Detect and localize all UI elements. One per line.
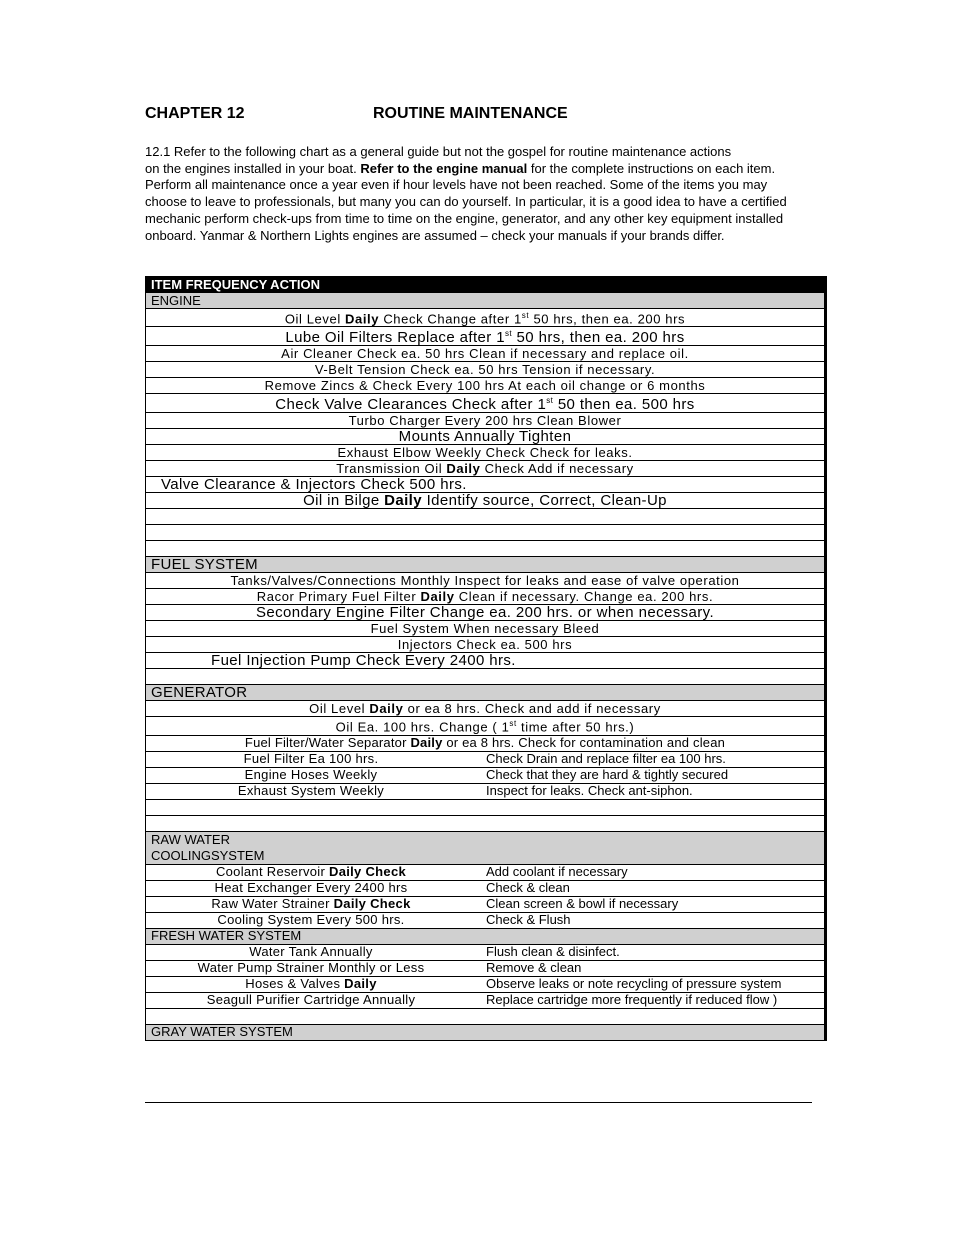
table-header: ITEM FREQUENCY ACTION — [146, 277, 826, 293]
engine-row-5: Remove Zincs & Check Every 100 hrs At each oil change or 6 months — [146, 378, 826, 394]
engine-row-6: Check Valve Clearances Check after 1st 50 then ea. 500 hrs — [146, 394, 826, 413]
fuel-row-5: Injectors Check ea. 500 hrs — [146, 637, 826, 653]
fuel-row-1: Tanks/Valves/Connections Monthly Inspect for leaks and ease of valve operation — [146, 573, 826, 589]
blank-row — [146, 541, 826, 557]
generator-row-5: Engine Hoses Weekly Check that they are hard & tightly secured — [146, 767, 826, 783]
maintenance-table — [145, 276, 827, 1041]
generator-row-4: Fuel Filter Ea 100 hrs. Check Drain and replace filter ea 100 hrs. — [146, 751, 826, 767]
blank-row — [146, 1008, 826, 1024]
engine-row-2: Lube Oil Filters Replace after 1st 50 hrs, then ea. 200 hrs — [146, 327, 826, 346]
generator-row-6: Exhaust System Weekly Inspect for leaks. Check ant-siphon. — [146, 783, 826, 799]
raw-row-2: Heat Exchanger Every 2400 hrs Check & clean — [146, 880, 826, 896]
fresh-row-3: Hoses & Valves Daily Observe leaks or note recycling of pressure system — [146, 976, 826, 992]
fresh-row-2: Water Pump Strainer Monthly or Less Remove & clean — [146, 960, 826, 976]
generator-row-3: Fuel Filter/Water Separator Daily or ea 8 hrs. Check for contamination and clean — [146, 735, 826, 751]
blank-row — [146, 525, 826, 541]
intro-bold-ref: Refer to the engine manual — [360, 160, 528, 176]
engine-row-8: Mounts Annually Tighten — [146, 429, 826, 445]
chapter-number: CHAPTER 12 — [145, 105, 245, 122]
raw-row-4: Cooling System Every 500 hrs. Check & Flush — [146, 912, 826, 928]
intro-text-3: for the complete instructions on each item. Perform all maintenance once a year even if hour levels have not been reached. Some of the items you may choose to leave to professionals, but many you can do yourself. In particular, it is a good idea to have a certified mechanic perform check-ups from time to time on the engine, generator, and any other key equipment installed onboard. Yanmar & Northern Lights engines are assumed – check your manuals if your brands differ. — [145, 160, 787, 243]
blank-row — [146, 799, 826, 815]
blank-row — [146, 815, 826, 831]
engine-row-7: Turbo Charger Every 200 hrs Clean Blower — [146, 413, 826, 429]
generator-row-1: Oil Level Daily or ea 8 hrs. Check and add if necessary — [146, 701, 826, 717]
engine-row-3: Air Cleaner Check ea. 50 hrs Clean if necessary and replace oil. — [146, 346, 826, 362]
blank-row — [146, 669, 826, 685]
section-gray-water: GRAY WATER SYSTEM — [146, 1024, 826, 1040]
fuel-row-2: Racor Primary Fuel Filter Daily Clean if necessary. Change ea. 200 hrs. — [146, 589, 826, 605]
section-fresh-water: FRESH WATER SYSTEM — [146, 928, 826, 944]
fresh-row-1: Water Tank Annually Flush clean & disinfect. — [146, 944, 826, 960]
raw-row-1: Coolant Reservoir Daily Check Add coolant if necessary — [146, 864, 826, 880]
engine-row-4: V-Belt Tension Check ea. 50 hrs Tension if necessary. — [146, 362, 826, 378]
raw-row-3: Raw Water Strainer Daily Check Clean screen & bowl if necessary — [146, 896, 826, 912]
section-raw-water: RAW WATER COOLINGSYSTEM — [146, 831, 826, 864]
fuel-row-4: Fuel System When necessary Bleed — [146, 621, 826, 637]
engine-row-11: Valve Clearance & Injectors Check 500 hrs. — [146, 477, 826, 493]
chapter-title: ROUTINE MAINTENANCE — [373, 105, 568, 122]
engine-row-12: Oil in Bilge Daily Identify source, Correct, Clean-Up — [146, 493, 826, 509]
section-engine: ENGINE — [146, 293, 826, 309]
fresh-row-4: Seagull Purifier Cartridge Annually Replace cartridge more frequently if reduced flow ) — [146, 992, 826, 1008]
fuel-row-3: Secondary Engine Filter Change ea. 200 hrs. or when necessary. — [146, 605, 826, 621]
footer-rule — [145, 1102, 812, 1103]
intro-text-2: on the engines installed in your boat. — [145, 160, 361, 176]
engine-row-9: Exhaust Elbow Weekly Check Check for leaks. — [146, 445, 826, 461]
blank-row — [146, 509, 826, 525]
intro-paragraph — [145, 144, 810, 244]
section-fuel-system: FUEL SYSTEM — [146, 557, 826, 573]
section-generator: GENERATOR — [146, 685, 826, 701]
fuel-row-6: Fuel Injection Pump Check Every 2400 hrs. — [146, 653, 826, 669]
generator-row-2: Oil Ea. 100 hrs. Change ( 1st time after 50 hrs.) — [146, 717, 826, 735]
intro-text-1: 12.1 Refer to the following chart as a general guide but not the gospel for routine maintenance actions — [145, 144, 732, 159]
engine-row-1: Oil Level Daily Check Change after 1st 50 hrs, then ea. 200 hrs — [146, 309, 826, 327]
engine-row-10: Transmission Oil Daily Check Add if necessary — [146, 461, 826, 477]
